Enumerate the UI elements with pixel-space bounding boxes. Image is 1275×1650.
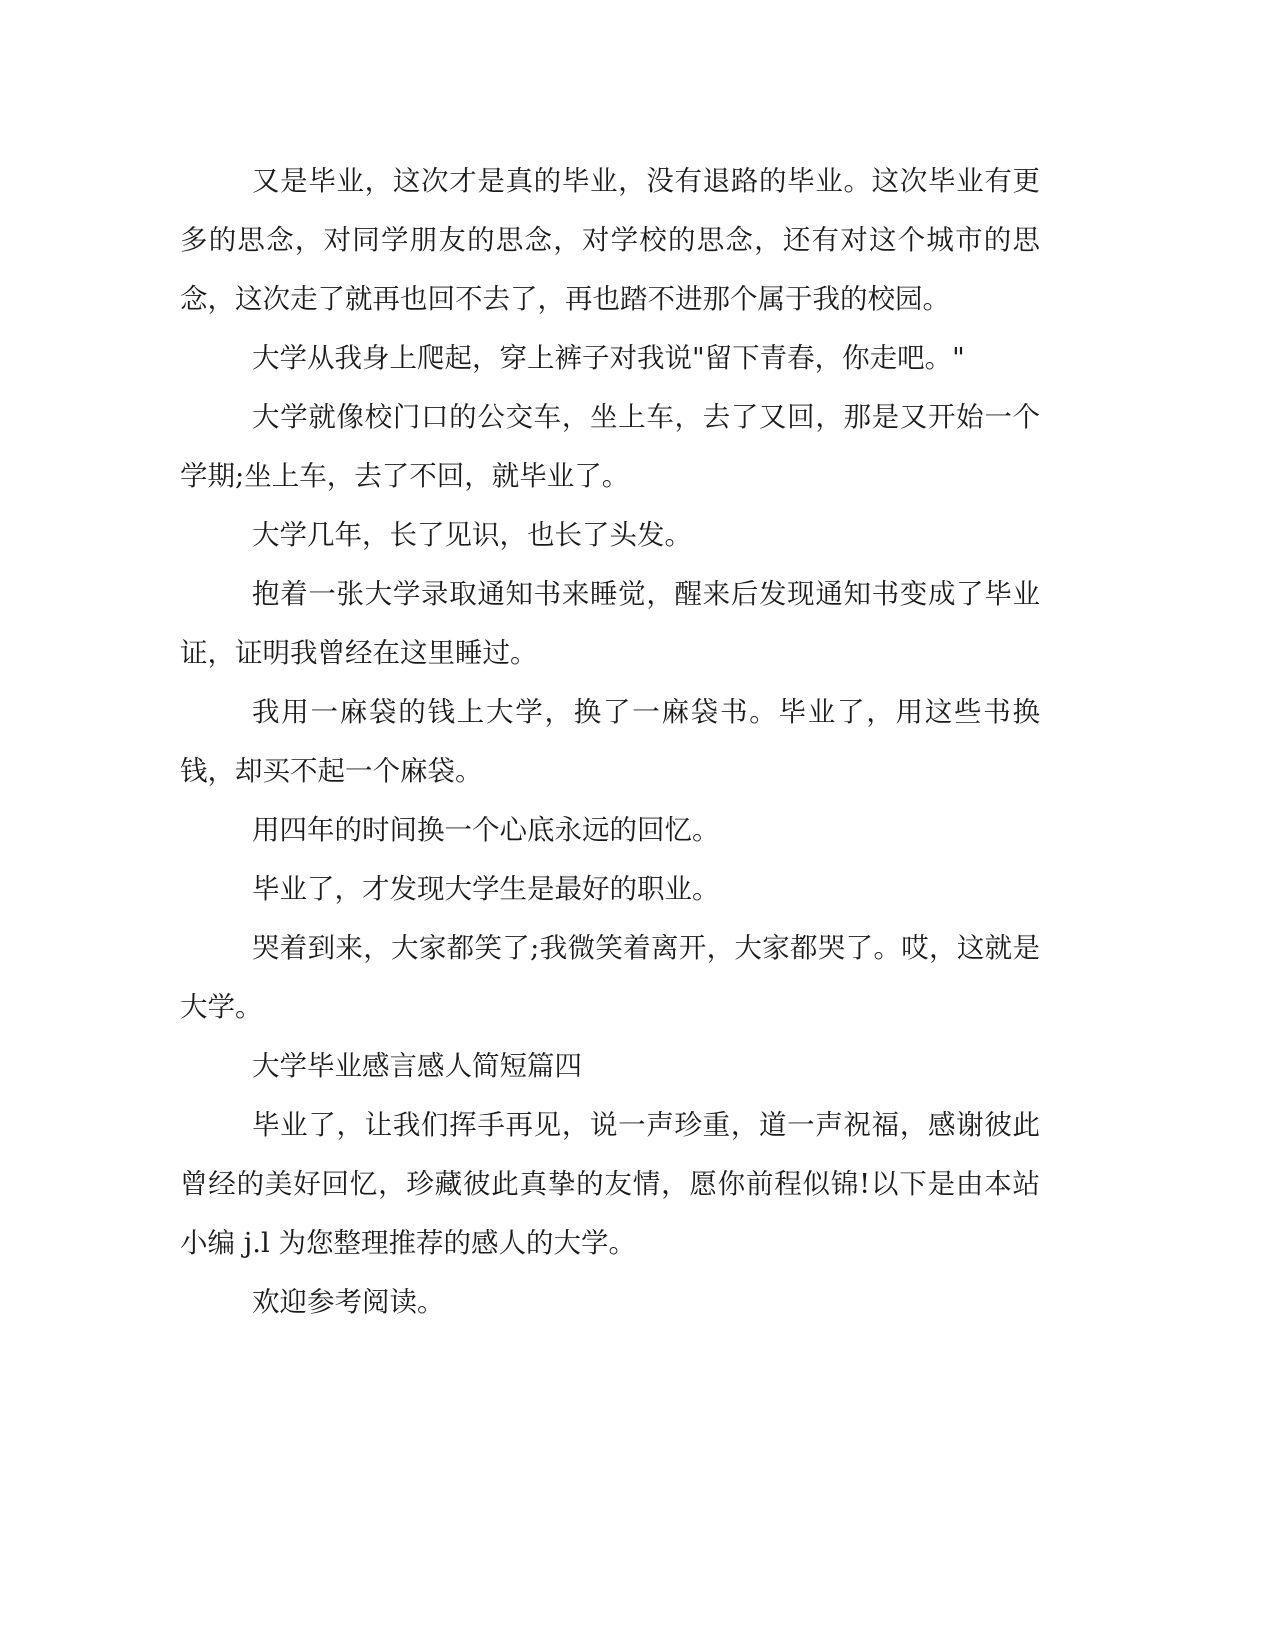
section-heading: 大学毕业感言感人简短篇四 (252, 1050, 582, 1082)
paragraph: 毕业了，让我们挥手再见，说一声珍重，道一声祝福，感谢彼此曾经的美好回忆，珍藏彼此真挚的友情，愿你前程似锦!以下是由本站小编 j.l 为您整理推荐的感人的大学。 (180, 1109, 1040, 1259)
paragraph: 大学从我身上爬起，穿上裤子对我说"留下青春，你走吧。" (252, 342, 965, 374)
paragraph: 我用一麻袋的钱上大学，换了一麻袋书。毕业了，用这些书换钱，却买不起一个麻袋。 (180, 696, 1040, 787)
document-body (180, 152, 1040, 1332)
paragraph: 用四年的时间换一个心底永远的回忆。 (252, 814, 720, 846)
paragraph: 哭着到来，大家都笑了;我微笑着离开，大家都哭了。哎，这就是大学。 (180, 932, 1040, 1023)
paragraph: 抱着一张大学录取通知书来睡觉，醒来后发现通知书变成了毕业证，证明我曾经在这里睡过。 (180, 578, 1040, 669)
paragraph: 又是毕业，这次才是真的毕业，没有退路的毕业。这次毕业有更多的思念，对同学朋友的思念，对学校的思念，还有对这个城市的思念，这次走了就再也回不去了，再也踏不进那个属于我的校园。 (180, 165, 1040, 315)
paragraph: 大学几年，长了见识，也长了头发。 (252, 519, 692, 551)
paragraph: 毕业了，才发现大学生是最好的职业。 (252, 873, 720, 905)
paragraph: 欢迎参考阅读。 (252, 1286, 445, 1318)
paragraph: 大学就像校门口的公交车，坐上车，去了又回，那是又开始一个学期;坐上车，去了不回，就毕业了。 (180, 401, 1040, 492)
